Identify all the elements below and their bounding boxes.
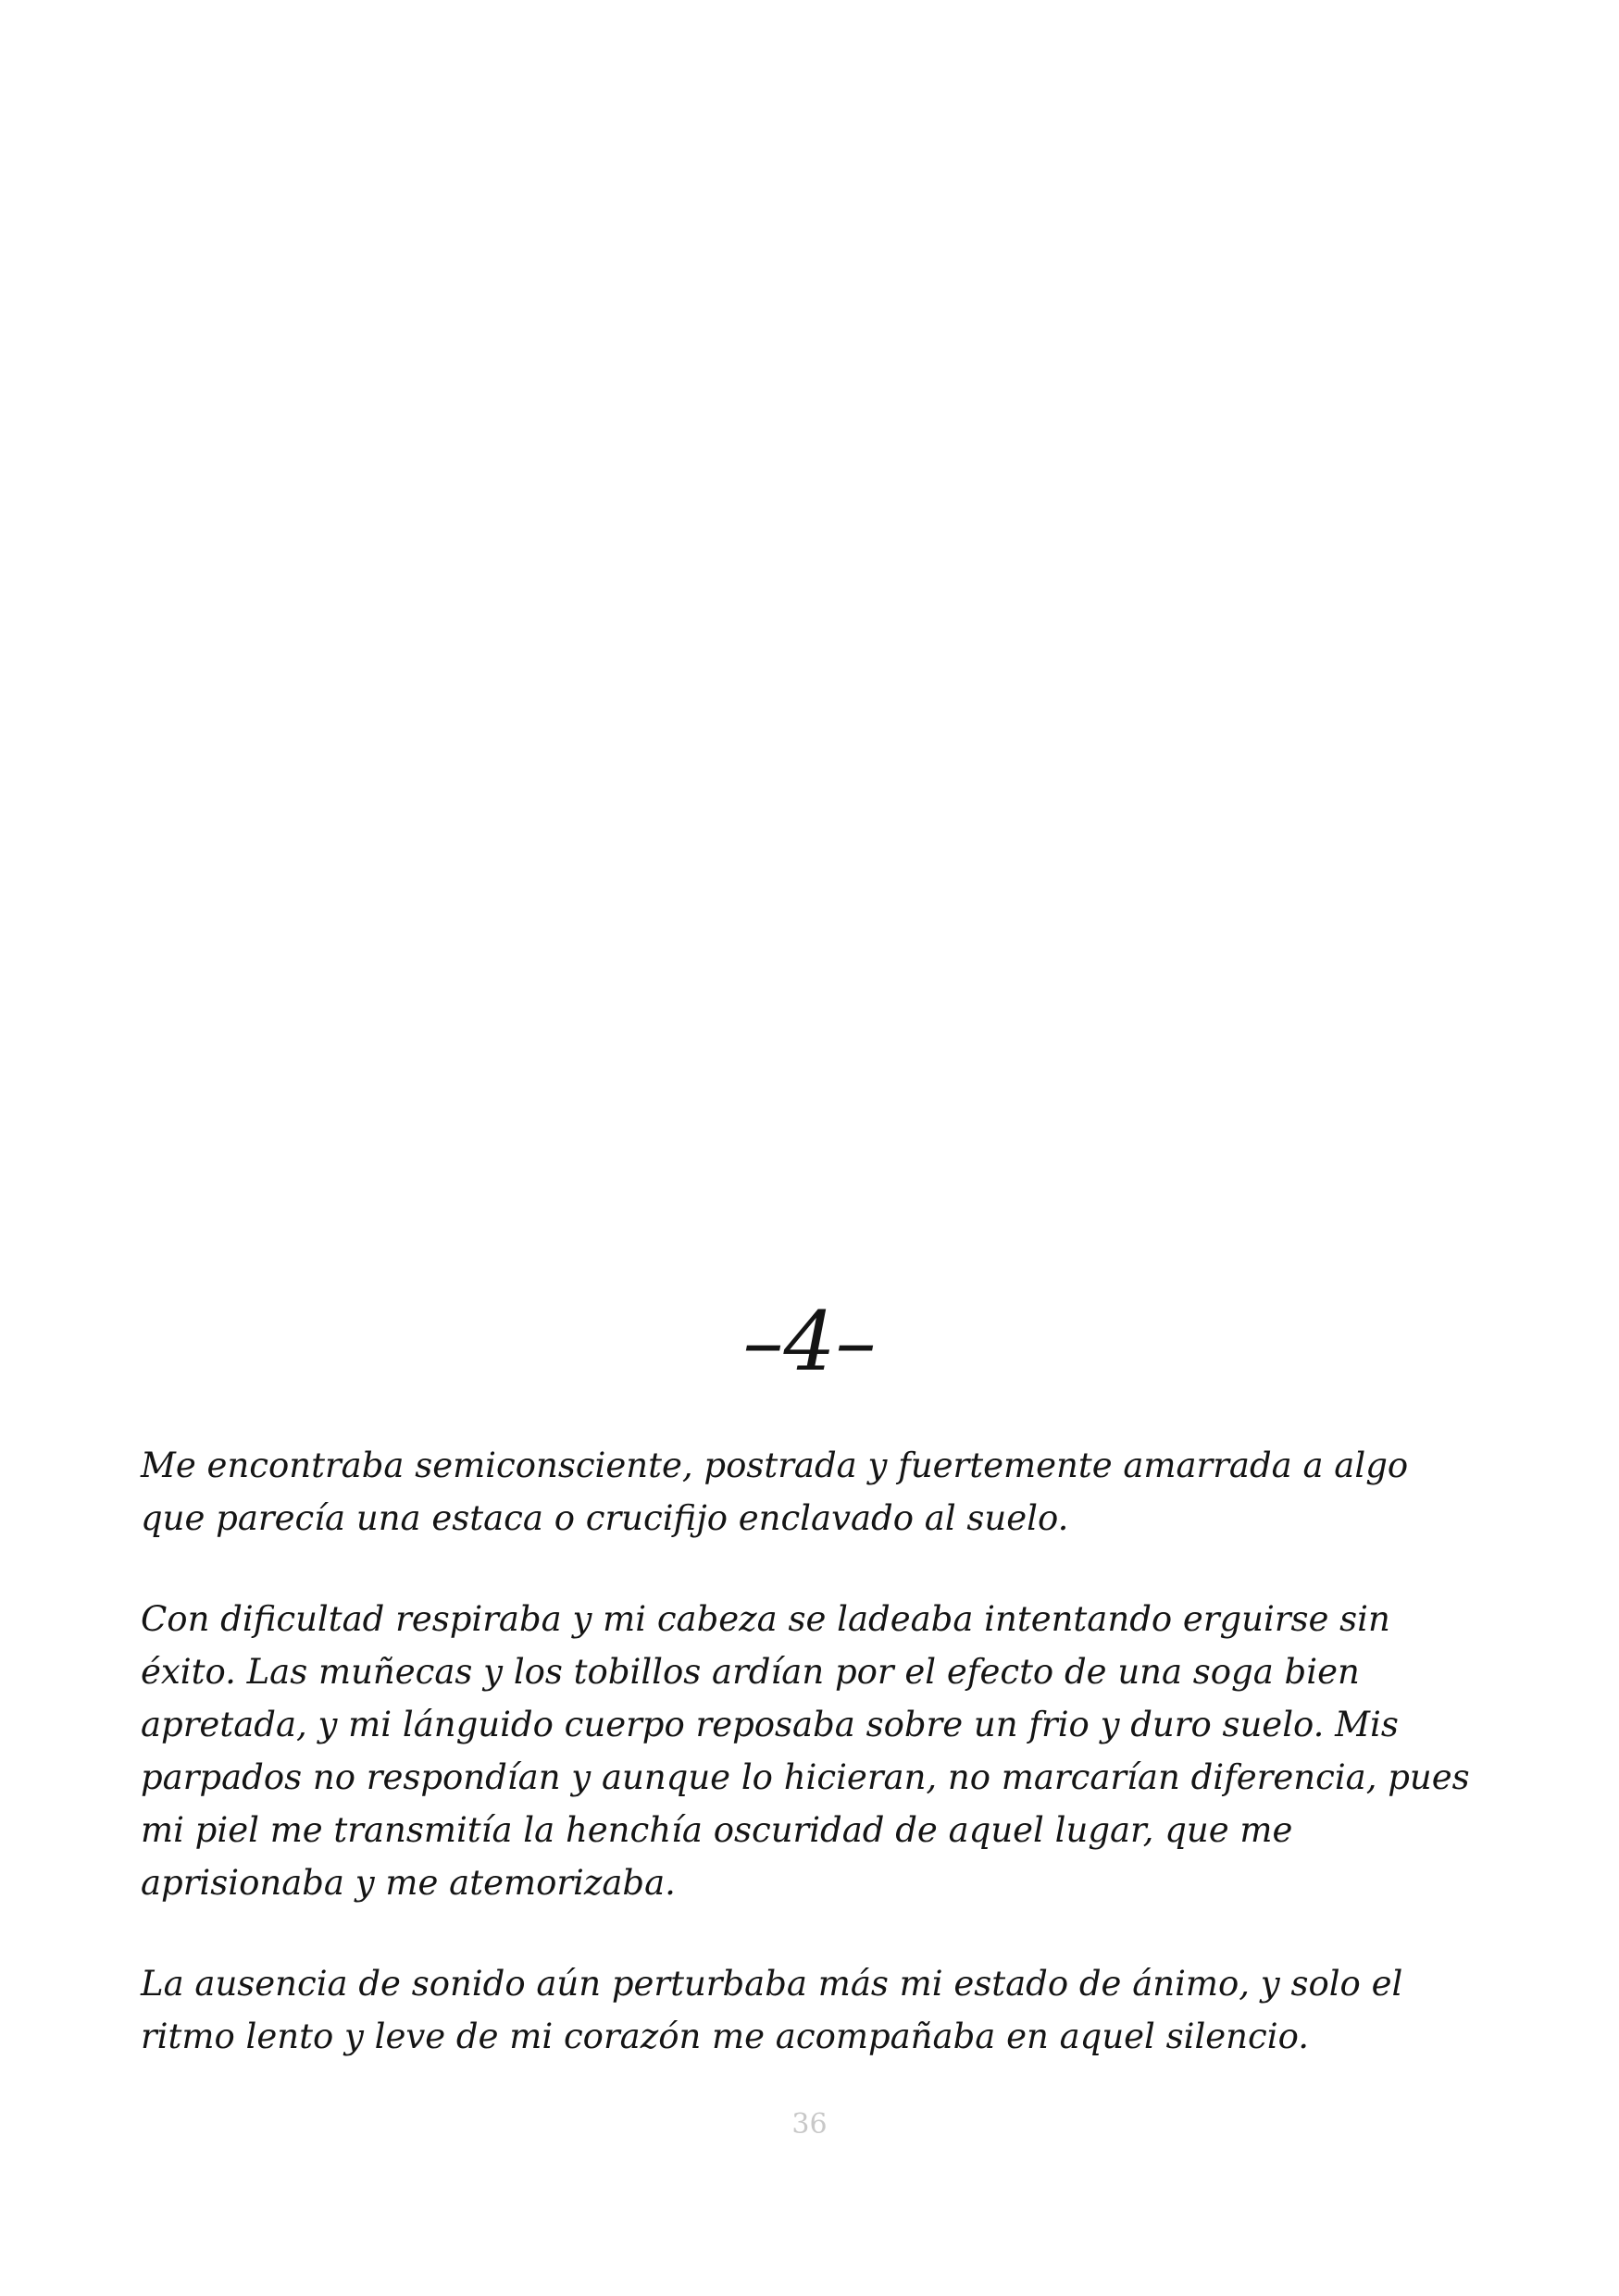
paragraph: Me encontraba semiconsciente, postrada y fuertemente amarrada a algo que parecía una estaca o crucifijo enclavado al suelo.	[141, 1446, 1409, 1538]
page-number: 36	[791, 2108, 828, 2141]
body-text	[141, 1439, 1483, 2111]
chapter-number: –4–	[742, 1294, 877, 1389]
paragraph: Con dificultad respiraba y mi cabeza se ladeaba intentando erguirse sin éxito. Las muñecas y los tobillos ardían por el efecto de una soga bien apretada, y mi lánguido cuerpo reposaba sobre un frio y duro suelo. Mis parpados no respondían y aunque lo hicieran, no marcarían diferencia, pues mi piel me transmitía la henchía oscuridad de aquel lugar, que me aprisionaba y me atemorizaba.	[141, 1599, 1470, 1903]
paragraph: La ausencia de sonido aún perturbaba más mi estado de ánimo, y solo el ritmo lento y leve de mi corazón me acompañaba en aquel silencio.	[141, 1964, 1403, 2056]
